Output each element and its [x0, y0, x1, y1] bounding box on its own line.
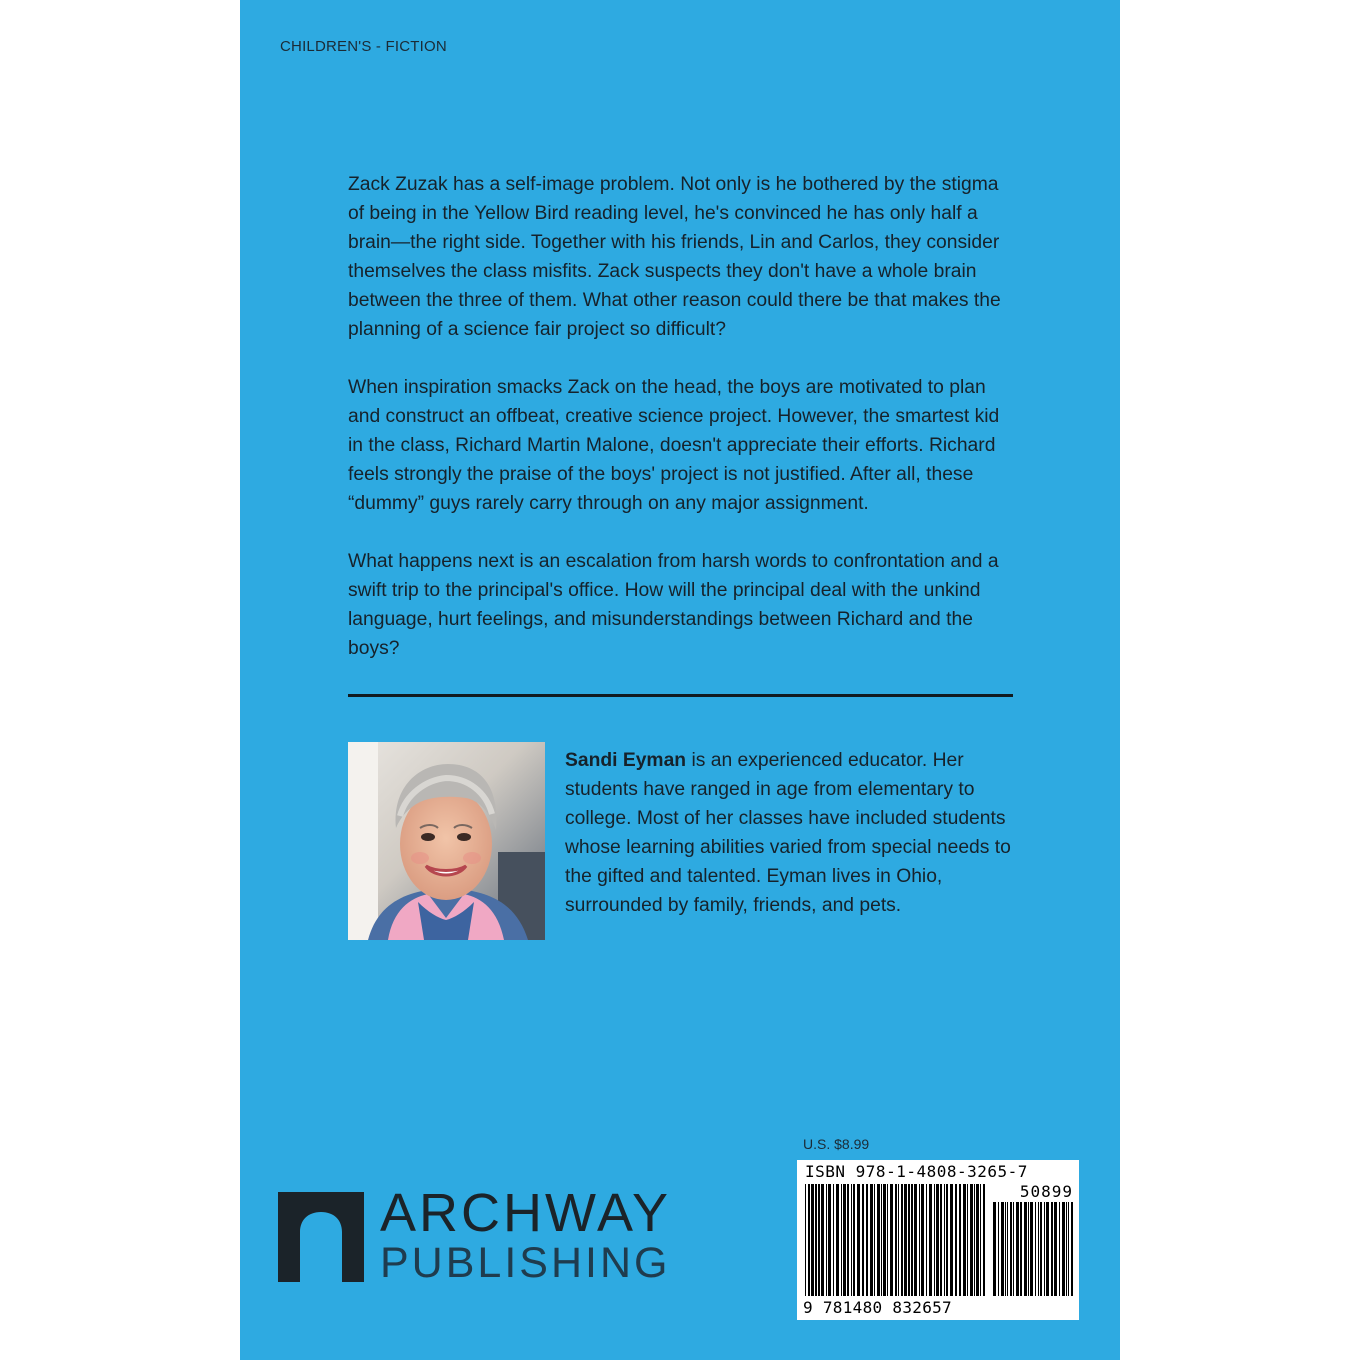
- barcode-bar: [881, 1184, 882, 1296]
- barcode-bar: [828, 1184, 831, 1296]
- barcode-bar: [1007, 1202, 1008, 1296]
- barcode-bar: [944, 1184, 945, 1296]
- barcode-bar: [1024, 1202, 1027, 1296]
- barcode-bar: [940, 1184, 942, 1296]
- barcode-bar: [901, 1184, 903, 1296]
- barcode-bar: [1068, 1202, 1069, 1296]
- barcode-bar: [914, 1184, 917, 1296]
- barcode-bar: [821, 1184, 824, 1296]
- barcode-bar: [1062, 1202, 1065, 1296]
- barcode-bar: [959, 1184, 961, 1296]
- barcode-bar: [895, 1184, 897, 1296]
- barcode-bar: [911, 1184, 913, 1296]
- publisher-logo-text: [380, 1183, 671, 1287]
- barcode-bar: [1005, 1202, 1006, 1296]
- barcode-bar: [808, 1184, 810, 1296]
- barcode-bar: [936, 1184, 939, 1296]
- barcode-bar: [851, 1184, 852, 1296]
- barcode-bar: [857, 1184, 860, 1296]
- barcode-bar: [805, 1184, 806, 1296]
- barcode-bar: [998, 1202, 999, 1296]
- publisher-name-line1: ARCHWAY: [380, 1183, 671, 1243]
- barcode-bar: [862, 1184, 864, 1296]
- barcode-bar: [1020, 1202, 1022, 1296]
- barcode-bar: [926, 1184, 927, 1296]
- barcode-bar: [1038, 1202, 1039, 1296]
- barcode-bar: [811, 1184, 814, 1296]
- author-photo: [348, 742, 545, 940]
- barcode-bar: [1046, 1202, 1049, 1296]
- blurb-paragraph-1: Zack Zuzak has a self-image problem. Not only is he bothered by the stigma of being in the Yellow Bird reading level, he's convinced he has only half a brain—the right side. Together with his friends, Lin and Carlos, they consider themselves the class misfits. Zack suspects they don't have a whole brain between the three of them. What other reason could there be that makes the planning of a science fair project so difficult?: [348, 174, 1001, 340]
- publisher-name-line2: PUBLISHING: [380, 1239, 671, 1287]
- barcode-bar: [929, 1184, 932, 1296]
- barcode-bar: [853, 1184, 855, 1296]
- barcode-bar: [815, 1184, 817, 1296]
- ean-digits: 9 781480 832657: [803, 1298, 952, 1317]
- barcode-bar: [877, 1184, 880, 1296]
- barcode-bar: [1013, 1202, 1014, 1296]
- back-cover: [240, 0, 1120, 1360]
- barcode-bar: [919, 1184, 920, 1296]
- barcode-bar: [1044, 1202, 1045, 1296]
- book-blurb: [348, 170, 1014, 692]
- barcode-bar: [874, 1184, 875, 1296]
- barcode-bar: [818, 1184, 820, 1296]
- barcode-bar: [974, 1184, 975, 1296]
- barcode-bar: [826, 1184, 827, 1296]
- barcode-main-bars: [805, 1184, 985, 1296]
- barcode-bar: [1030, 1202, 1033, 1296]
- barcode-bar: [963, 1184, 966, 1296]
- barcode-bar: [955, 1184, 957, 1296]
- barcode-bar: [1054, 1202, 1057, 1296]
- barcode-bar: [843, 1184, 846, 1296]
- barcode-price-code: 50899: [1019, 1182, 1073, 1201]
- barcode-bar: [1028, 1202, 1029, 1296]
- barcode-bar: [1059, 1202, 1060, 1296]
- barcode-bar: [870, 1184, 873, 1296]
- barcode-bar: [983, 1184, 985, 1296]
- barcode-bar: [841, 1184, 842, 1296]
- barcode-bar: [1066, 1202, 1067, 1296]
- barcode-bar: [921, 1184, 924, 1296]
- archway-logo-icon: [278, 1192, 364, 1282]
- isbn-barcode: [797, 1160, 1079, 1320]
- blurb-paragraph-2: When inspiration smacks Zack on the head, the boys are motivated to plan and construct an offbeat, creative science project. However, the smartest kid in the class, Richard Martin Malone, doesn't appreciate their efforts. Richard feels strongly the praise of the boys' project is not justified. After all, these “dummy” guys rarely carry through on any major assignment.: [348, 377, 1000, 514]
- barcode-bar: [833, 1184, 834, 1296]
- author-bio-text: is an experienced educator. Her students have ranged in age from elementary to college. Most of her classes have included students whose learning abilities varied from special needs to the gifted and talented. Eyman lives in Ohio, surrounded by family, friends, and pets.: [565, 750, 1011, 916]
- barcode-bar: [1010, 1202, 1012, 1296]
- price-label: U.S. $8.99: [803, 1136, 870, 1152]
- author-bio: [565, 746, 1017, 920]
- barcode-bar: [1035, 1202, 1036, 1296]
- blurb-paragraph-3: What happens next is an escalation from harsh words to confrontation and a swift trip to the principal's office. How will the principal deal with the unkind language, hurt feelings, and misunderstandings between Richard and the boys?: [348, 551, 999, 659]
- barcode-bar: [1016, 1202, 1019, 1296]
- barcode-bar: [946, 1184, 948, 1296]
- barcode-bar: [993, 1202, 996, 1296]
- barcode-bar: [934, 1184, 935, 1296]
- barcode-bar: [908, 1184, 910, 1296]
- isbn-number: ISBN 978-1-4808-3265-7: [805, 1162, 1028, 1181]
- barcode-bar: [976, 1184, 979, 1296]
- barcode-bar: [1001, 1202, 1004, 1296]
- barcode-bar: [904, 1184, 907, 1296]
- barcode-bar: [883, 1184, 886, 1296]
- barcode-bar: [967, 1184, 968, 1296]
- genre-label: CHILDREN'S - FICTION: [280, 38, 447, 55]
- barcode-bar: [950, 1184, 953, 1296]
- barcode-bar: [970, 1184, 973, 1296]
- divider-rule: [348, 694, 1013, 697]
- barcode-bar: [836, 1184, 839, 1296]
- barcode-bar: [847, 1184, 849, 1296]
- barcode-bar: [887, 1184, 888, 1296]
- author-name: Sandi Eyman: [565, 750, 687, 771]
- barcode-bar: [1051, 1202, 1053, 1296]
- author-portrait-image: [348, 742, 545, 940]
- barcode-bar: [866, 1184, 868, 1296]
- barcode-bar: [980, 1184, 981, 1296]
- barcode-bar: [1040, 1202, 1042, 1296]
- barcode-bar: [890, 1184, 893, 1296]
- barcode-bar: [898, 1184, 899, 1296]
- barcode-addon-bars: [993, 1202, 1073, 1296]
- barcode-bar: [1071, 1202, 1073, 1296]
